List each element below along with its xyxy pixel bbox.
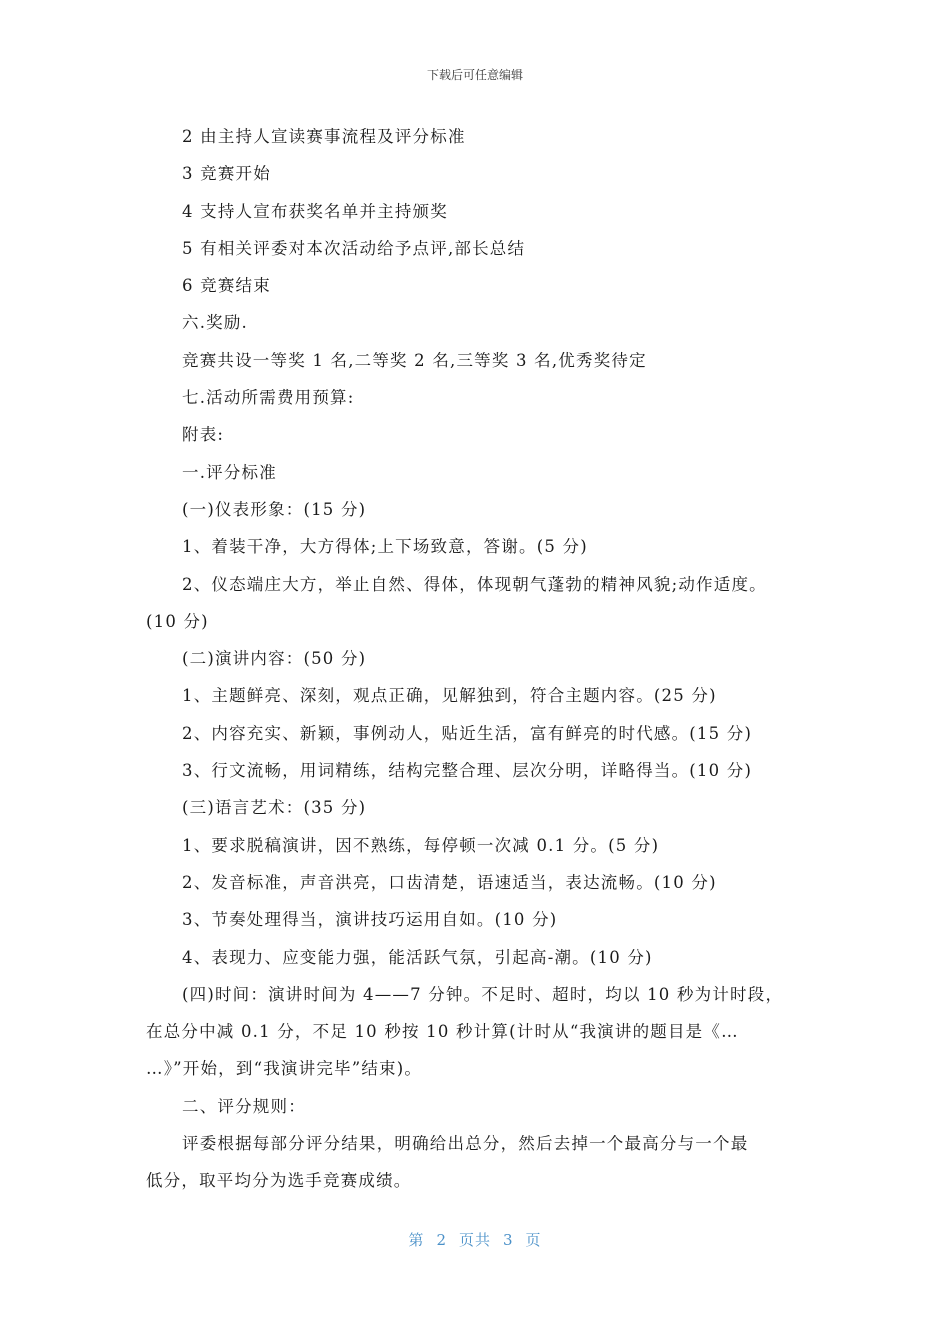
text-line: 竞赛共设一等奖 1 名,二等奖 2 名,三等奖 3 名,优秀奖待定 <box>182 350 647 370</box>
text-line: 2、仪态端庄大方，举止自然、得体，体现朝气蓬勃的精神风貌;动作适度。 <box>182 574 767 594</box>
footer-page-number: 2 <box>436 1231 447 1249</box>
text-line: 3、节奏处理得当，演讲技巧运用自如。(10 分) <box>182 910 558 930</box>
subsection-heading: (一)仪表形象：(15 分) <box>182 499 367 519</box>
text-line: 1、着装干净，大方得体;上下场致意，答谢。(5 分) <box>182 537 588 557</box>
text-line: 在总分中减 0.1 分，不足 10 秒按 10 秒计算(计时从“我演讲的题目是《… <box>146 1022 739 1042</box>
footer-end-word: 页 <box>525 1231 542 1249</box>
subsection-heading: (二)演讲内容：(50 分) <box>182 649 367 669</box>
text-line: 5 有相关评委对本次活动给予点评,部长总结 <box>182 238 526 258</box>
text-line: 1、主题鲜亮、深刻，观点正确，见解独到，符合主题内容。(25 分) <box>182 686 717 706</box>
text-line: 3 竞赛开始 <box>182 164 271 184</box>
text-line: 6 竞赛结束 <box>182 276 271 296</box>
document-body <box>146 118 810 1200</box>
subsection-heading: (三)语言艺术：(35 分) <box>182 798 367 818</box>
page-header: 下载后可任意编辑 <box>426 68 523 82</box>
footer-mid-word: 页共 <box>458 1231 491 1249</box>
text-line: 2 由主持人宣读赛事流程及评分标准 <box>182 127 466 146</box>
page-footer <box>0 1229 950 1250</box>
text-line: 1、要求脱稿演讲，因不熟练，每停顿一次减 0.1 分。(5 分) <box>182 835 660 855</box>
text-line: 4 支持人宣布获奖名单并主持颁奖 <box>182 201 448 221</box>
text-line: (10 分) <box>146 611 209 631</box>
text-line: 2、内容充实、新颖，事例动人，贴近生活，富有鲜亮的时代感。(15 分) <box>182 723 753 743</box>
footer-page-word: 第 <box>408 1231 425 1249</box>
section-heading: 附表: <box>182 425 225 445</box>
section-heading: 七.活动所需费用预算: <box>182 388 355 408</box>
text-line: 4、表现力、应变能力强，能活跃气氛，引起高-潮。(10 分) <box>182 947 653 967</box>
section-heading: 一.评分标准 <box>182 462 277 482</box>
footer-total-pages: 3 <box>503 1231 514 1249</box>
text-line: 3、行文流畅，用词精练，结构完整合理、层次分明，详略得当。(10 分) <box>182 761 753 781</box>
text-line: 2、发音标准，声音洪亮，口齿清楚，语速适当，表达流畅。(10 分) <box>182 872 717 892</box>
text-line: …》”开始，到“我演讲完毕”结束)。 <box>146 1059 423 1079</box>
text-line: 低分，取平均分为选手竞赛成绩。 <box>146 1171 412 1191</box>
text-line: 评委根据每部分评分结果，明确给出总分，然后去掉一个最高分与一个最 <box>182 1134 749 1154</box>
section-heading: 二、评分规则： <box>182 1096 306 1116</box>
section-heading: 六.奖励. <box>182 313 248 333</box>
text-line: (四)时间：演讲时间为 4——7 分钟。不足时、超时，均以 10 秒为计时段， <box>182 984 784 1004</box>
